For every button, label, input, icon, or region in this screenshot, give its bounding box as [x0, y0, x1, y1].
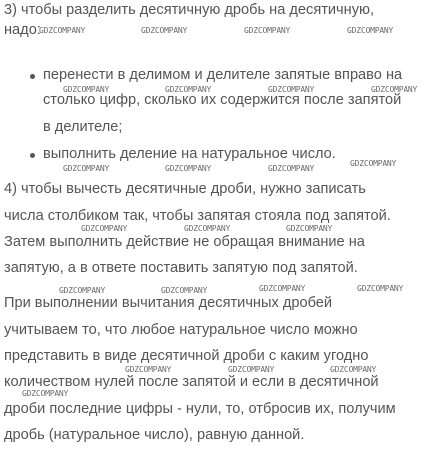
bullet1-line-1: перенести в делимом и делителе запятые вправо на	[43, 67, 403, 83]
paragraph-line-1: При выполнении вычитания десятичных дробей	[4, 295, 333, 311]
watermark: GDZCOMPANY	[22, 389, 69, 398]
paragraph-line-6: дробь (натуральное число), равную данной.	[4, 427, 305, 443]
watermark: GDZCOMPANY	[268, 85, 315, 94]
item4-line-2: числа столбиком так, чтобы запятая стояла под запятой.	[4, 208, 391, 224]
bullet-marker-1	[30, 74, 35, 79]
item3-intro-line-1: 3) чтобы разделить десятичную дробь на десятичную,	[4, 2, 375, 18]
paragraph-line-2: учитываем то, что любое натуральное число можно	[4, 322, 358, 338]
item4-line-1: 4) чтобы вычесть десятичные дроби, нужно записать	[4, 181, 366, 197]
paragraph-line-3: представить в виде десятичной дроби с каким угодно	[4, 348, 369, 364]
watermark: GDZCOMPANY	[165, 85, 212, 94]
bullet1-line-2: столько цифр, сколько их содержится после запятой	[43, 92, 402, 108]
watermark: GDZCOMPANY	[244, 26, 291, 35]
watermark: GDZCOMPANY	[371, 85, 418, 94]
bullet-marker-2	[30, 153, 35, 158]
watermark: GDZCOMPANY	[39, 26, 86, 35]
watermark: GDZCOMPANY	[63, 85, 110, 94]
watermark: GDZCOMPANY	[184, 224, 231, 233]
watermark: GDZCOMPANY	[165, 164, 212, 173]
watermark: GDZCOMPANY	[141, 26, 188, 35]
watermark: GDZCOMPANY	[125, 365, 172, 374]
watermark: GDZCOMPANY	[161, 286, 208, 295]
paragraph-line-4: количеством нулей после запятой и если в десятичной	[4, 374, 379, 390]
watermark: GDZCOMPANY	[330, 365, 377, 374]
item4-line-3: Затем выполнить действие не обращая внимание на	[4, 234, 365, 250]
bullet1-line-3: в делителе;	[43, 119, 123, 135]
watermark: GDZCOMPANY	[268, 164, 315, 173]
watermark: GDZCOMPANY	[350, 159, 397, 168]
watermark: GDZCOMPANY	[347, 26, 394, 35]
watermark: GDZCOMPANY	[357, 284, 404, 293]
watermark: GDZCOMPANY	[63, 164, 110, 173]
watermark: GDZCOMPANY	[228, 365, 275, 374]
item4-line-4: запятую, а в ответе поставить запятую под запятой.	[4, 260, 358, 276]
paragraph-line-5: дроби последние цифры - нули, то, отбросив их, получим	[4, 401, 396, 417]
item3-intro-line-2: надо:	[4, 22, 41, 38]
watermark: GDZCOMPANY	[286, 224, 333, 233]
watermark: GDZCOMPANY	[59, 286, 106, 295]
bullet2-line-1: выполнить деление на натуральное число.	[43, 146, 336, 162]
watermark: GDZCOMPANY	[259, 284, 306, 293]
watermark: GDZCOMPANY	[81, 224, 128, 233]
